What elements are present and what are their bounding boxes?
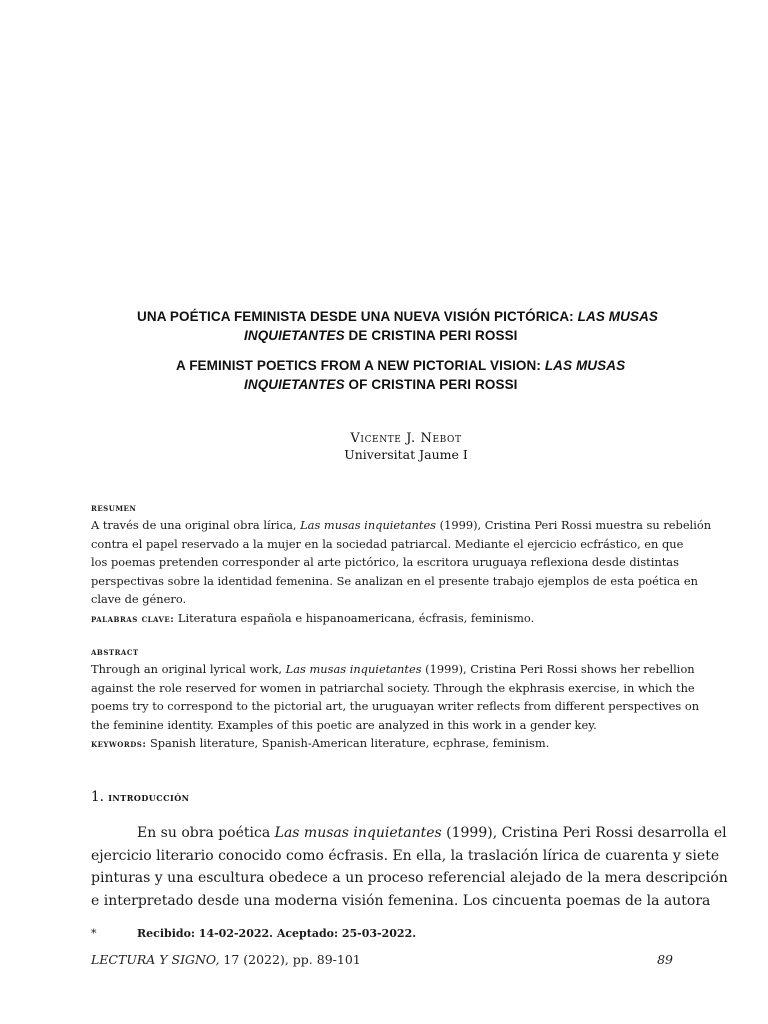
palabras-clave-label: palabras clave: [91,613,175,625]
resumen-line-1: A través de una original obra lírica, Las musas inquietantes (1999), Cristina Peri Rossi muestra su rebelión [91,518,712,532]
author-name: Vicente J. Nebot [350,431,462,446]
palabras-clave-text: Literatura española e hispanoamericana, écfrasis, feminismo. [174,610,535,625]
abstract-section [91,646,700,755]
title-spanish-line-1: UNA POÉTICA FEMINISTA DESDE UNA NUEVA VISIÓN PICTÓRICA: LAS MUSAS [137,309,659,324]
resumen-line-5: clave de género. [91,592,187,607]
author-affiliation: Universitat Jaume I [344,447,468,462]
footnote-mark: * [91,927,97,940]
title-english [176,356,625,394]
footer-citation [91,952,361,967]
resumen-line-2: contra el papel reservado a la mujer en la sociedad patriarcal. Mediante el ejercicio ecfrástico, en que [91,536,684,551]
footnote-text: Recibido: 14-02-2022. Aceptado: 25-03-2022. [137,927,417,940]
resumen-line-3: los poemas pretenden corresponder al arte pictórico, la escritora uruguaya reflexiona desde distintas [91,555,679,570]
footnote [91,927,416,940]
resumen-line-4: perspectivas sobre la identidad femenina. Se analizan en el presente trabajo ejemplos de esta poética en [91,573,698,588]
resumen-keywords [91,609,676,630]
body-line-2: ejercicio literario conocido como écfrasis. En ella, la traslación lírica de cuarenta y siete [91,847,720,864]
abstract-text [91,660,700,734]
section-heading [91,789,189,805]
body-text [91,822,728,912]
section-title: introducción [108,791,190,804]
page-footer [91,952,673,967]
abstract-keywords [91,734,676,755]
resumen-section [91,502,712,630]
body-line-4: e interpretado desde una moderna visión femenina. Los cincuenta poemas de la autora [91,892,711,909]
journal-volume: 17 (2022), pp. 89-101 [219,952,361,967]
keywords-label: keywords: [91,739,147,751]
body-line-3: pinturas y una escultura obedece a un proceso referencial alejado de la mera descripción [91,870,728,886]
journal-name: LECTURA Y SIGNO, [91,952,220,967]
keywords-text: Spanish literature, Spanish-American literature, ecphrase, feminism. [146,736,550,751]
title-english-line-2: INQUIETANTES OF CRISTINA PERI ROSSI [244,377,518,392]
body-line-1: En su obra poética Las musas inquietantes (1999), Cristina Peri Rossi desarrolla el [137,825,727,841]
abstract-line-2: against the role reserved for women in patriarchal society. Through the ekphrasis exercise, in which the [91,680,695,695]
abstract-line-1: Through an original lyrical work, Las musas inquietantes (1999), Cristina Peri Rossi shows her rebellion [91,662,695,676]
abstract-heading: abstract [91,647,139,658]
page-number: 89 [657,952,673,967]
title-spanish [137,307,658,345]
resumen-text [91,516,712,609]
title-spanish-line-2: INQUIETANTES DE CRISTINA PERI ROSSI [244,328,518,343]
author-block [0,431,768,463]
section-number: 1. [91,789,104,805]
abstract-line-4: the feminine identity. Examples of this poetic are analyzed in this work in a gender key. [91,717,597,732]
abstract-line-3: poems try to correspond to the pictorial art, the uruguayan writer reflects from different perspectives on [91,699,700,714]
resumen-heading: resumen [91,503,137,514]
title-english-line-1: A FEMINIST POETICS FROM A NEW PICTORIAL VISION: LAS MUSAS [176,358,626,373]
